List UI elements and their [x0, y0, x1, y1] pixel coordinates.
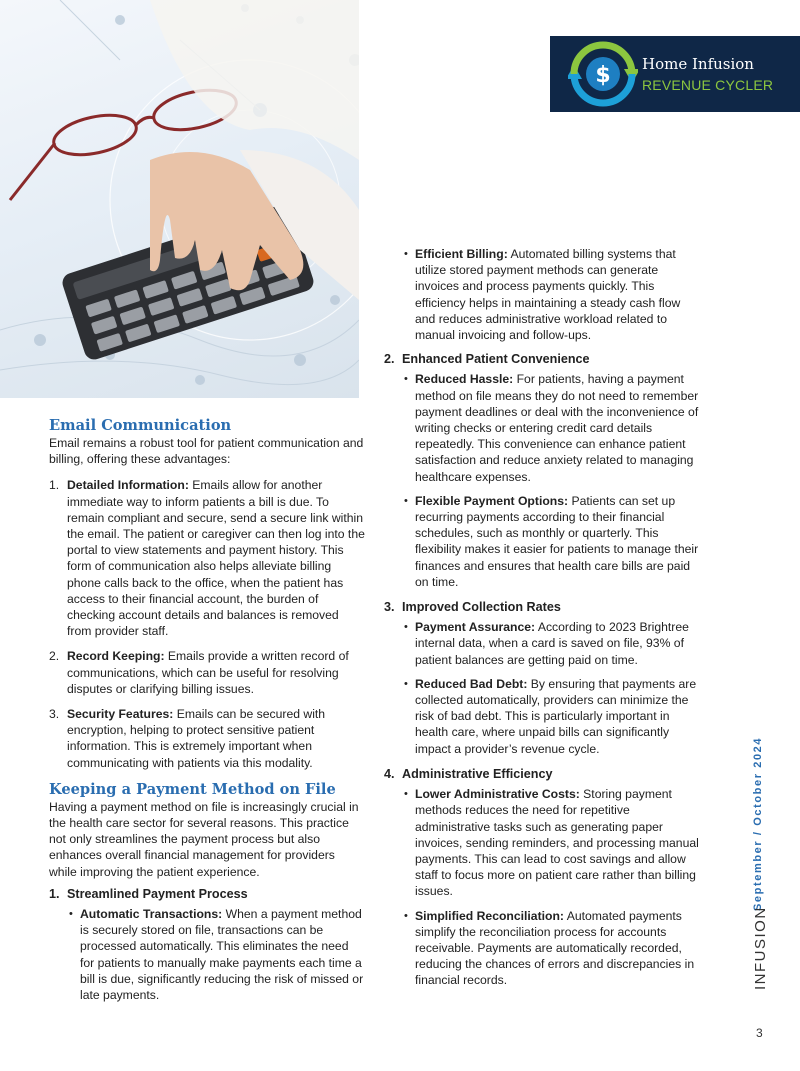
item-text: Emails provide a written record of communications, which can be useful for resolving disputes or clarifying billing issues. — [67, 649, 349, 696]
email-intro: Email remains a robust tool for patient communication and billing, offering these advantages: — [49, 436, 364, 467]
bullet-item — [67, 906, 365, 1003]
section-item — [384, 599, 704, 757]
bullet-icon: • — [404, 677, 408, 690]
bullet-label: Payment Assurance: — [415, 620, 536, 635]
badge-title: Home Infusion — [642, 55, 754, 73]
bullet-list — [67, 906, 365, 1003]
list-item — [49, 648, 365, 697]
item-label: Record Keeping: — [67, 649, 165, 664]
item-text: Emails can be secured with encryption, helping to protect sensitive patient information. This is extremely important when communicating with patients via this modality. — [67, 707, 326, 770]
email-communication-heading: Email Communication — [49, 417, 232, 434]
bullet-list — [402, 246, 704, 343]
bullet-item — [402, 619, 704, 668]
badge-subtitle: REVENUE CYCLER — [642, 77, 774, 93]
bullet-text: Storing payment methods reduces the need for repetitive administrative tasks such as generating paper invoices, sending reminders, and processing manual payments. This can lead to cost savings and allow staff to focus more on patient care rather than billing issues. — [415, 787, 699, 899]
item-number: 3. — [49, 707, 60, 722]
infusion-logo: INFUSION — [752, 906, 769, 990]
section-title: Enhanced Patient Convenience — [402, 352, 590, 367]
item-label: Detailed Information: — [67, 478, 189, 493]
section-item — [384, 351, 704, 590]
bullet-text: By ensuring that payments are collected automatically, providers can minimize the risk of bad debt. This is particularly important in health care, where unpaid bills can significantly impact a provider’s revenue cycle. — [415, 676, 697, 756]
bullet-label: Reduced Hassle: — [415, 372, 514, 387]
item-number: 1. — [49, 478, 60, 493]
item-number: 2. — [49, 649, 60, 664]
section-title: Administrative Efficiency — [402, 766, 553, 781]
svg-text:$: $ — [595, 63, 611, 88]
bullet-item — [402, 786, 704, 899]
page-number: 3 — [756, 1026, 763, 1040]
bullet-text: For patients, having a payment method on file means they do not need to remember payment deadlines or deal with the inconvenience of writing checks or entering credit card details repeatedly. This convenience can enhance patient satisfaction and reduce anxiety related to managing healthcare expenses. — [415, 372, 699, 484]
section-number: 3. — [384, 600, 395, 615]
bullet-label: Efficient Billing: — [415, 247, 508, 261]
bullet-list — [402, 619, 704, 757]
payment-sections-list — [49, 886, 365, 1003]
bullet-label: Lower Administrative Costs: — [415, 787, 580, 802]
bullet-label: Simplified Reconciliation: — [415, 908, 564, 923]
bullet-icon: • — [404, 621, 408, 634]
payment-sections-list-continued — [384, 351, 704, 988]
right-column — [384, 246, 704, 998]
bullet-text: Automated billing systems that utilize stored payment methods can generate invoices and process payments quickly. This efficiency helps in maintaining a steady cash flow and reduces administrative workload related to manual invoicing and follow-ups. — [415, 247, 681, 343]
email-advantages-list — [49, 477, 365, 770]
hero-photo — [0, 0, 359, 398]
payment-method-heading: Keeping a Payment Method on File — [49, 780, 336, 798]
section-title: Streamlined Payment Process — [67, 886, 248, 901]
bullet-text: According to 2023 Brightree internal data, when a card is saved on file, 93% of patient balances are getting paid on time. — [415, 620, 689, 667]
item-text: Emails allow for another immediate way to inform patients a bill is due. To remain compliant and secure, send a secure link within the email. The patient or caregiver can then log into the portal to view statements and payment history. This form of communication also helps alleviate billing phone calls back to the office, when the patient has access to their financial account, the burden of checking account details and balances is removed from provider staff. — [67, 478, 365, 639]
bullet-list — [402, 786, 704, 988]
bullet-text: Automated payments simplify the reconciliation process for accounts receivable. Payments are automatically recorded, reducing the chances of errors and discrepancies in financial records. — [415, 908, 695, 988]
bullet-icon: • — [404, 248, 408, 260]
list-item — [49, 477, 365, 639]
section-item — [384, 766, 704, 989]
list-item — [49, 706, 365, 771]
section-number: 4. — [384, 766, 395, 781]
item-label: Security Features: — [67, 707, 174, 722]
bullet-label: Reduced Bad Debt: — [415, 676, 528, 691]
bullet-icon: • — [404, 909, 408, 922]
left-column — [49, 416, 365, 1012]
bullet-label: Flexible Payment Options: — [415, 493, 569, 508]
section-title: Improved Collection Rates — [402, 600, 561, 615]
bullet-item — [402, 676, 704, 757]
issue-date: September / October 2024 — [752, 736, 764, 911]
dollar-cycle-icon — [568, 39, 638, 109]
bullet-icon: • — [404, 788, 408, 801]
section-number: 2. — [384, 352, 395, 367]
bullet-icon: • — [404, 494, 408, 507]
bullet-icon: • — [69, 908, 73, 921]
bullet-text: When a payment method is securely stored on file, transactions can be processed automatically. This eliminates the need for patients to manually make payments each time a bill is due, significantly reducing the risk of missed or late payments. — [80, 907, 364, 1003]
calculator-hand-illustration — [0, 0, 359, 398]
section-item — [49, 886, 365, 1003]
payment-method-intro: Having a payment method on file is increasingly crucial in the health care sector for several reasons. This practice not only streamlines the payment process but also enhances overall financial management for providers while improving the patient experience. — [49, 799, 359, 879]
bullet-item — [402, 371, 704, 484]
section-number: 1. — [49, 886, 60, 901]
bullet-icon: • — [404, 373, 408, 386]
bullet-item — [402, 246, 704, 343]
bullet-item — [402, 493, 704, 590]
bullet-list — [402, 371, 704, 590]
bullet-text: Patients can set up recurring payments according to their financial schedules, such as monthly or quarterly. This flexibility makes it easier for patients to manage their finances and ensures that health care bills are paid on time. — [415, 493, 699, 589]
revenue-cycler-badge — [550, 36, 800, 112]
bullet-label: Automatic Transactions: — [80, 907, 223, 922]
bullet-item — [402, 908, 704, 989]
